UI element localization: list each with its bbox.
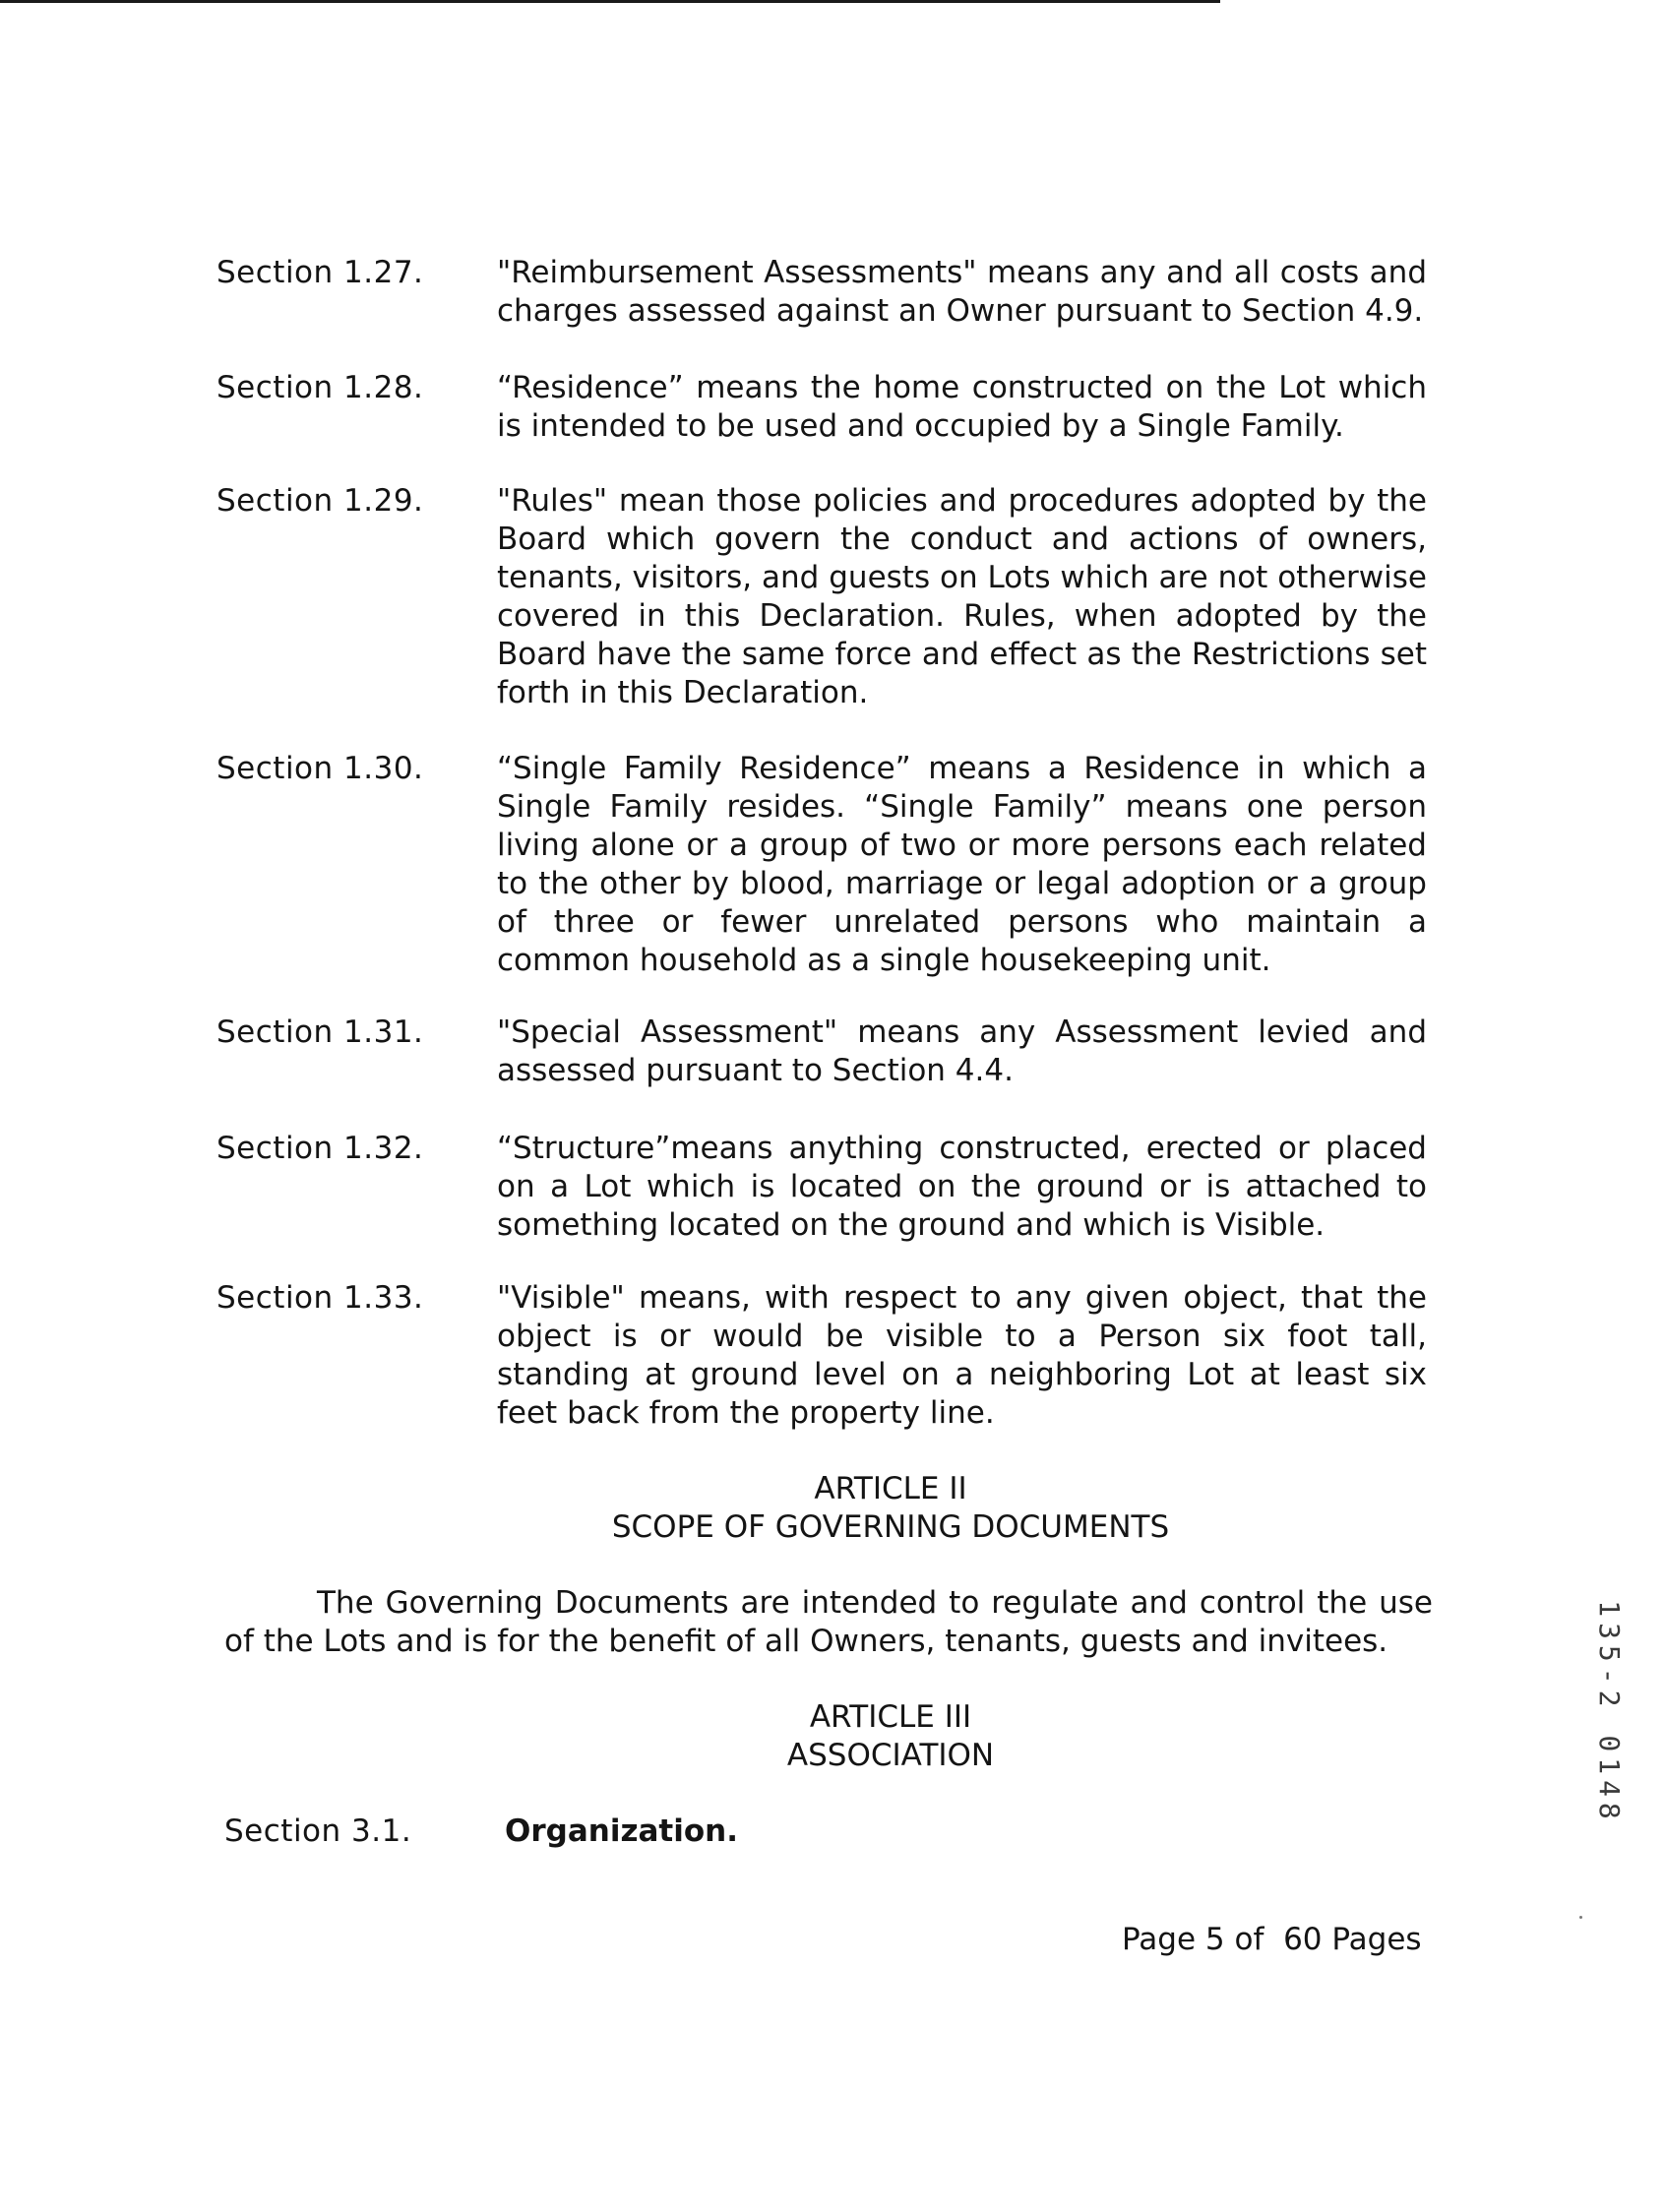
article-title: SCOPE OF GOVERNING DOCUMENTS — [611, 1509, 1170, 1545]
section-number: Section 1.29. — [216, 483, 424, 519]
section-number: Section 1.32. — [216, 1131, 424, 1166]
section-number: Section 1.27. — [216, 255, 424, 290]
side-stamp — [1584, 1574, 1634, 1850]
section-text: "Special Assessment" means any Assessment levied and assessed pursuant to Section 4.4. — [497, 1014, 1427, 1088]
page-number: Page 5 of 60 Pages — [1122, 1922, 1422, 1957]
section-number: Section 1.31. — [216, 1014, 424, 1050]
article-2-paragraph: The Governing Documents are intended to regulate and control the use of the Lots and is for the benefit of all Owners, tenants, guests and invitees. — [224, 1585, 1433, 1659]
section-1-33 — [216, 1279, 1427, 1433]
section-number: Section 3.1. — [224, 1813, 412, 1849]
section-1-32 — [216, 1130, 1427, 1245]
section-text: "Visible" means, with respect to any given object, that the object is or would be visible to a Person six foot tall, standing at ground level on a neighboring Lot at least six feet back from the property line. — [497, 1280, 1427, 1431]
section-1-29 — [216, 482, 1427, 712]
side-stamp-text: 135-2 0148 — [1592, 1599, 1626, 1825]
article-3-heading — [216, 1698, 1427, 1775]
section-1-30 — [216, 750, 1427, 980]
section-1-27 — [216, 254, 1427, 331]
section-text: “Single Family Residence” means a Residence in which a Single Family resides. “Single Family” means one person living alone or a group of two or more persons each related to the other by blood, marriage or legal adoption or a group of three or fewer unrelated persons who maintain a common household as a single housekeeping unit. — [497, 751, 1427, 978]
section-text: "Reimbursement Assessments" means any and all costs and charges assessed against an Owner pursuant to Section 4.9. — [497, 255, 1427, 329]
article-label: ARTICLE II — [814, 1471, 967, 1506]
section-number: Section 1.30. — [216, 751, 424, 786]
article-2-heading — [216, 1470, 1427, 1547]
section-heading: Organization. — [505, 1813, 738, 1849]
section-1-31 — [216, 1014, 1427, 1090]
section-number: Section 1.33. — [216, 1280, 424, 1316]
section-text: "Rules" mean those policies and procedures adopted by the Board which govern the conduct and actions of owners, tenants, visitors, and guests on Lots which are not otherwise covered in this Declaration. Rules, when adopted by the Board have the same force and effect as the Restrictions set forth in this Declaration. — [497, 483, 1427, 710]
section-text: “Structure”means anything constructed, erected or placed on a Lot which is located on the ground or is attached to something located on the ground and which is Visible. — [497, 1131, 1427, 1243]
section-3-1 — [224, 1813, 1435, 1851]
article-label: ARTICLE III — [809, 1699, 972, 1735]
section-text: “Residence” means the home constructed on the Lot which is intended to be used and occupied by a Single Family. — [497, 370, 1427, 444]
scan-speck — [1579, 1916, 1582, 1919]
section-1-28 — [216, 369, 1427, 446]
top-rule — [0, 0, 1220, 3]
section-number: Section 1.28. — [216, 370, 424, 405]
article-title: ASSOCIATION — [786, 1738, 995, 1773]
